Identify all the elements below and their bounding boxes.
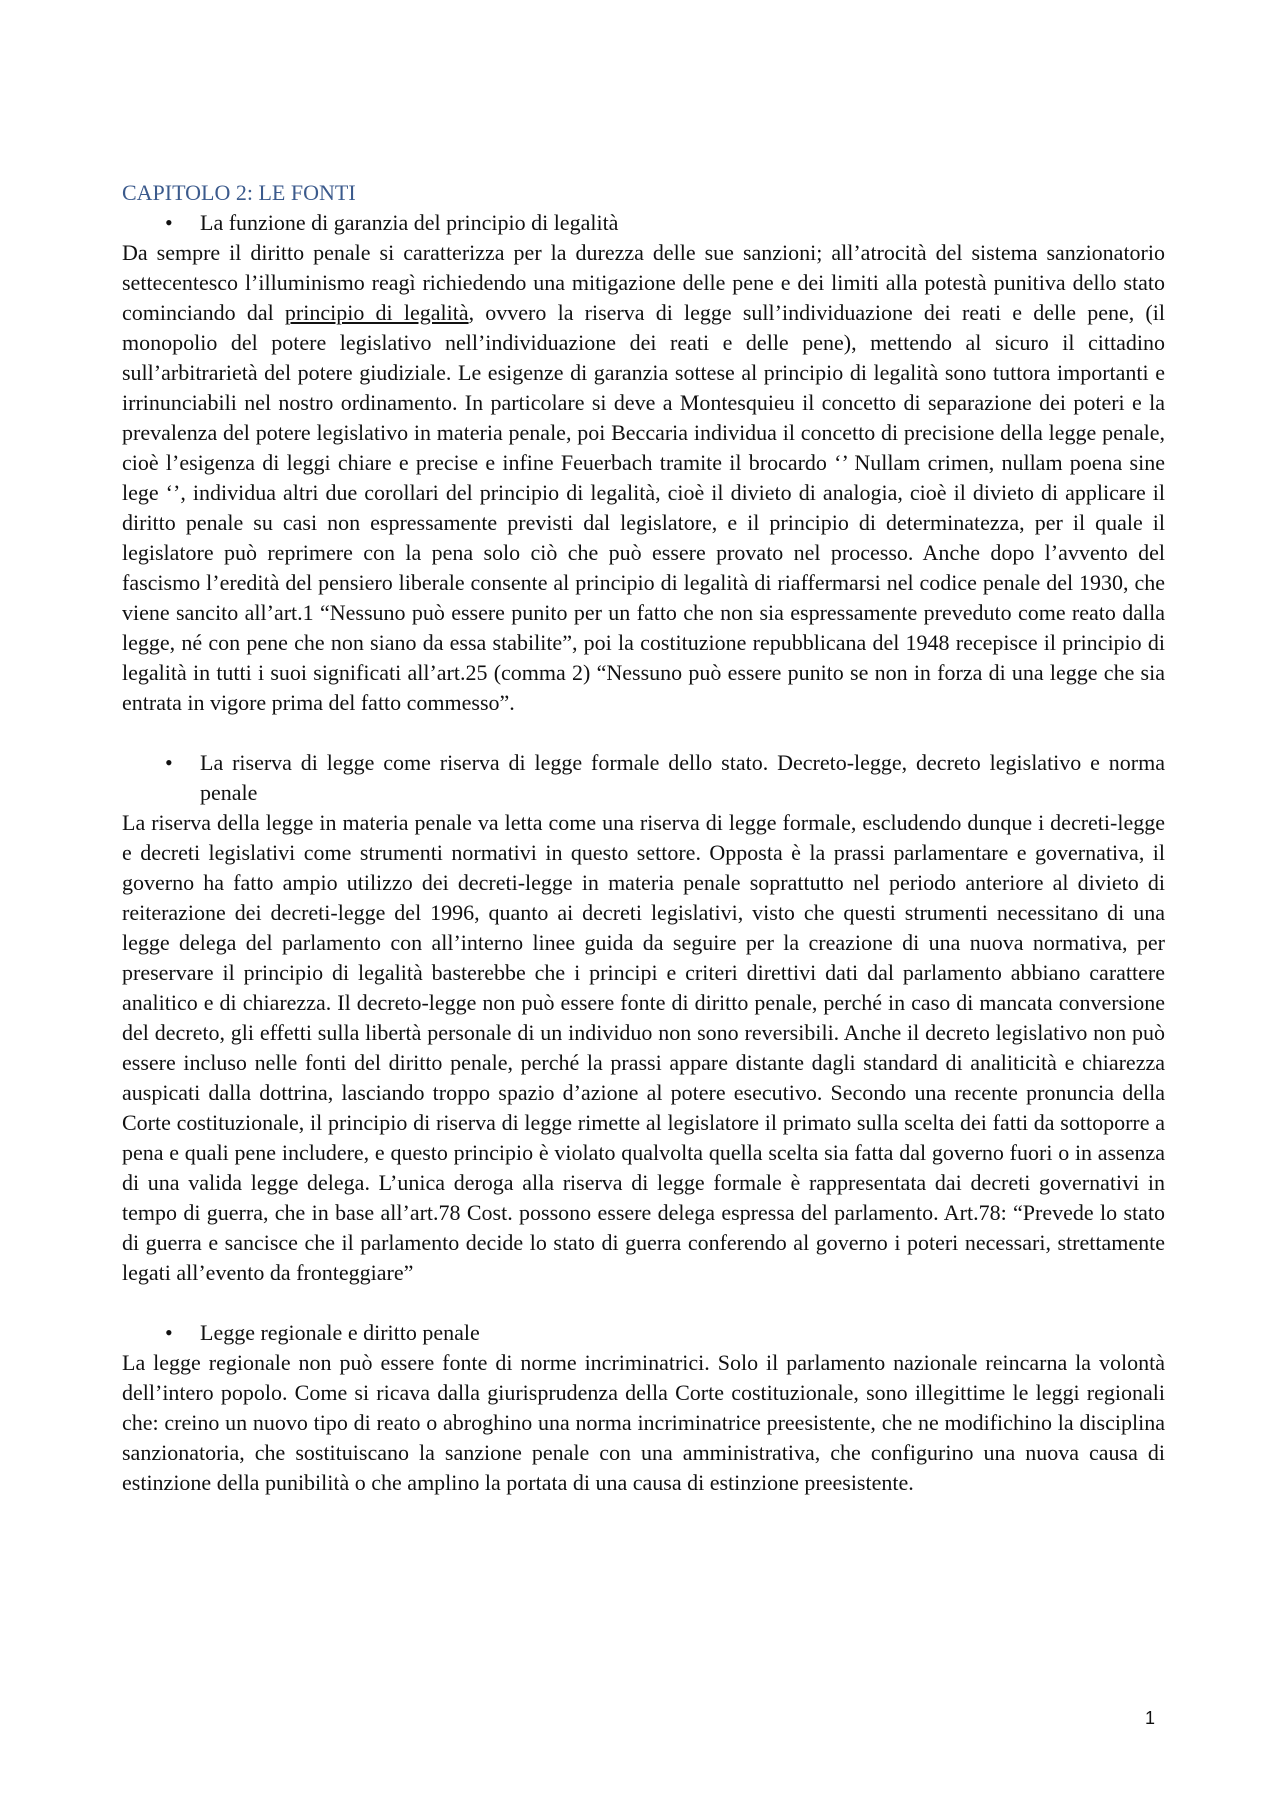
section-heading-riserva <box>122 748 1165 808</box>
section-body-riserva: La riserva della legge in materia penale va letta come una riserva di legge formale, escludendo dunque i decreti-legge e decreti legislativi come strumenti normativi in questo settore. Opposta è la prassi parlamentare e governativa, il governo ha fatto ampio utilizzo dei decreti-legge in materia penale soprattutto nel periodo anteriore al divieto di reiterazione dei decreti-legge del 1996, quanto ai decreti legislativi, visto che questi strumenti necessitano di una legge delega del parlamento con all’interno linee guida da seguire per la creazione di una nuova normativa, per preservare il principio di legalità basterebbe che i principi e criteri direttivi dati dal parlamento abbiano carattere analitico e di chiarezza. Il decreto-legge non può essere fonte di diritto penale, perché in caso di mancata conversione del decreto, gli effetti sulla libertà personale di un individuo non sono reversibili. Anche il decreto legislativo non può essere incluso nelle fonti del diritto penale, perché la prassi appare distante dagli standard di analiticità e chiarezza auspicati dalla dottrina, lasciando troppo spazio d’azione al potere esecutivo. Secondo una recente pronuncia della Corte costituzionale, il principio di riserva di legge rimette al legislatore il primato sulla scelta dei fatti da sottoporre a pena e quali pene includere, e questo principio è violato qualvolta quella scelta sia fatta dal governo fuori o in assenza di una valida legge delega. L’unica deroga alla riserva di legge formale è rappresentata dai decreti governativi in tempo di guerra, che in base all’art.78 Cost. possono essere delega espressa del parlamento. Art.78: “Prevede lo stato di guerra e sancisce che il parlamento decide lo stato di guerra conferendo al governo i poteri necessari, strettamente legati all’evento da fronteggiare” <box>122 810 1165 1285</box>
bullet-icon: • <box>165 750 173 775</box>
section-heading-text: La funzione di garanzia del principio di legalità <box>200 210 619 235</box>
body-text: Da sempre il diritto penale si caratterizza per la durezza delle sue sanzioni; all’atrocità del sistema sanzionatorio settecentesco l’illuminismo reagì richiedendo una mitigazione delle pene e dei limiti alla potestà punitiva dello stato cominciando dal <box>122 240 1165 325</box>
section-heading-text: Legge regionale e diritto penale <box>200 1320 480 1345</box>
section-heading-regionale <box>122 1318 1165 1348</box>
document-page <box>122 178 1165 1498</box>
section-body-legalita <box>122 238 1165 718</box>
page-number: 1 <box>1145 1708 1156 1728</box>
chapter-title: CAPITOLO 2: LE FONTI <box>122 180 356 205</box>
section-body-regionale: La legge regionale non può essere fonte di norme incriminatrici. Solo il parlamento nazionale reincarna la volontà dell’intero popolo. Come si ricava dalla giurisprudenza della Corte costituzionale, sono illegittime le leggi regionali che: creino un nuovo tipo di reato o abroghino una norma incriminatrice preesistente, che ne modifichino la disciplina sanzionatoria, che sostituiscano la sanzione penale con una amministrativa, che configurino una nuova causa di estinzione della punibilità o che amplino la portata di una causa di estinzione preesistente. <box>122 1350 1165 1495</box>
section-spacer <box>122 718 1165 748</box>
bullet-icon: • <box>165 1320 173 1345</box>
section-spacer <box>122 1288 1165 1318</box>
bullet-icon: • <box>165 210 173 235</box>
underlined-term: principio di legalità <box>284 300 469 325</box>
section-heading-legalita <box>122 208 1165 238</box>
body-text: , ovvero la riserva di legge sull’individuazione dei reati e delle pene, (il monopolio del potere legislativo nell’individuazione dei reati e delle pene), mettendo al sicuro il cittadino sull’arbitrarietà del potere giudiziale. Le esigenze di garanzia sottese al principio di legalità sono tuttora importanti e irrinunciabili nel nostro ordinamento. In particolare si deve a Montesquieu il concetto di separazione dei poteri e la prevalenza del potere legislativo in materia penale, poi Beccaria individua il concetto di precisione della legge penale, cioè l’esigenza di leggi chiare e precise e infine Feuerbach tramite il brocardo ‘’ Nullam crimen, nullam poena sine lege ‘’, individua altri due corollari del principio di legalità, cioè il divieto di analogia, cioè il divieto di applicare il diritto penale su casi non espressamente previsti dal legislatore, e il principio di determinatezza, per il quale il legislatore può reprimere con la pena solo ciò che può essere provato nel processo. Anche dopo l’avvento del fascismo l’eredità del pensiero liberale consente al principio di legalità di riaffermarsi nel codice penale del 1930, che viene sancito all’art.1 “Nessuno può essere punito per un fatto che non sia espressamente preveduto come reato dalla legge, né con pene che non siano da essa stabilite”, poi la costituzione repubblicana del 1948 recepisce il principio di legalità in tutti i suoi significati all’art.25 (comma 2) “Nessuno può essere punito se non in forza di una legge che sia entrata in vigore prima del fatto commesso”. <box>122 300 1165 715</box>
section-heading-text: La riserva di legge come riserva di legge formale dello stato. Decreto-legge, decreto legislativo e norma penale <box>200 750 1165 805</box>
